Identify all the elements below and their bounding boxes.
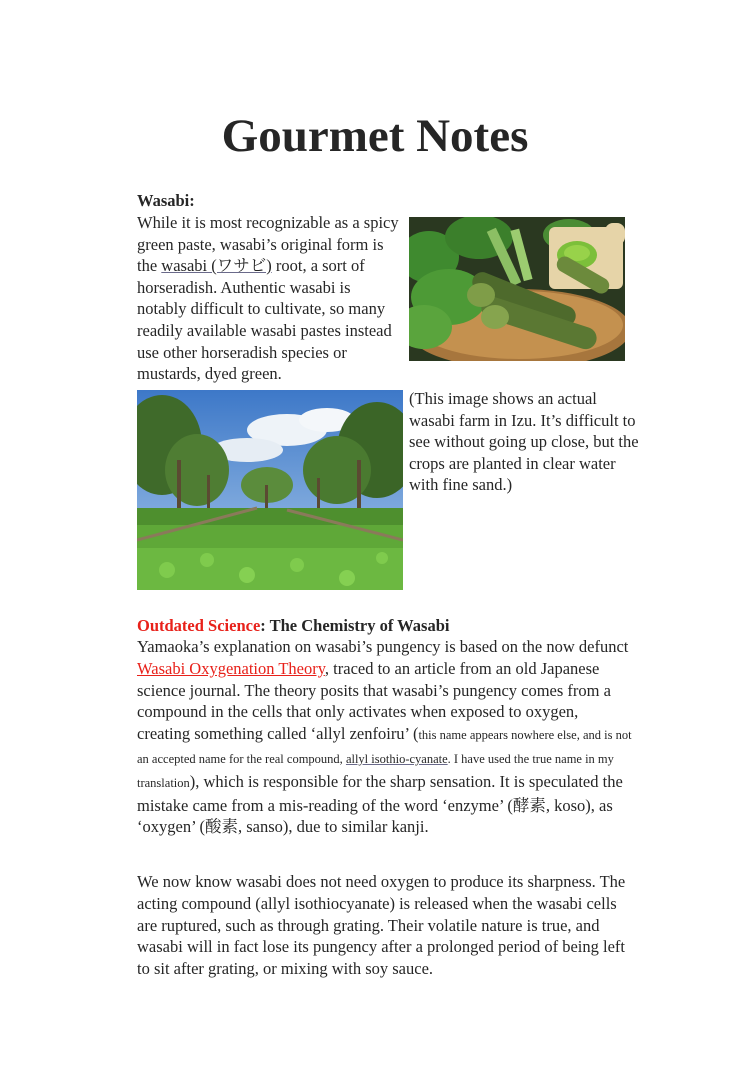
science-p1-text-b: , traced to an article from an old Japanese science journal. The theory posits that wasabi’s pungency comes from a compound in the cells that only activates when exposed to oxygen, creating something called ‘allyl zenfoiru’ ( (137, 658, 611, 744)
farm-photo-caption: (This image shows an actual wasabi farm in Izu. It’s difficult to see without going up close, but the crops are planted in clear water with fine sand.) (409, 389, 639, 495)
wasabi-intro-text-1: While it is most recognizable as a spicy green paste, wasabi’s original form is the (137, 213, 399, 276)
science-p1-text-a: Yamaoka’s explanation on wasabi’s pungency is based on the now defunct (137, 637, 629, 656)
page-title: Gourmet Notes (221, 110, 529, 162)
wasabi-heading: Wasabi: (137, 191, 195, 210)
wasabi-intro-text-2: root, a sort of horseradish. Authentic wasabi is notably difficult to cultivate, so many readily available wasabi pastes instead use other horseradish species or mustards, dyed green. (137, 256, 392, 384)
wasabi-root-photo (409, 217, 625, 361)
outdated-science-label: Outdated Science (137, 616, 261, 635)
wasabi-root-link[interactable]: wasabi (ワサビ) (161, 256, 272, 276)
science-paragraph-1 (137, 636, 635, 838)
wasabi-intro-paragraph (137, 212, 399, 385)
science-heading-rest: : The Chemistry of Wasabi (260, 616, 450, 635)
science-paragraph-2: We now know wasabi does not need oxygen to produce its sharpness. The acting compound (allyl isothiocyanate) is released when the wasabi cells are ruptured, such as through grating. Their volatile nature is true, and wasabi will in fact lose its pungency after a prolonged period of being left to sit after grating, or mixing with soy sauce. (137, 872, 626, 979)
wasabi-oxygenation-theory-link[interactable]: Wasabi Oxygenation Theory (137, 658, 325, 678)
science-heading (137, 615, 449, 637)
wasabi-farm-photo (137, 390, 403, 590)
science-p1-note-a: this name appears nowhere else, and is not an accepted name for the real compound, (137, 728, 632, 766)
allyl-isothiocyanate-link[interactable]: allyl isothio-cyanate (345, 751, 448, 766)
science-p1-text-c: ), which is responsible for the sharp sensation. It is speculated the mistake came from a mis-reading of the word ‘enzyme’ (酵素, koso), as ‘oxygen’ (酸素, sanso), due to similar kanji. (137, 771, 623, 837)
science-p1-note-b: . I have used the true name in my translation (137, 751, 614, 790)
